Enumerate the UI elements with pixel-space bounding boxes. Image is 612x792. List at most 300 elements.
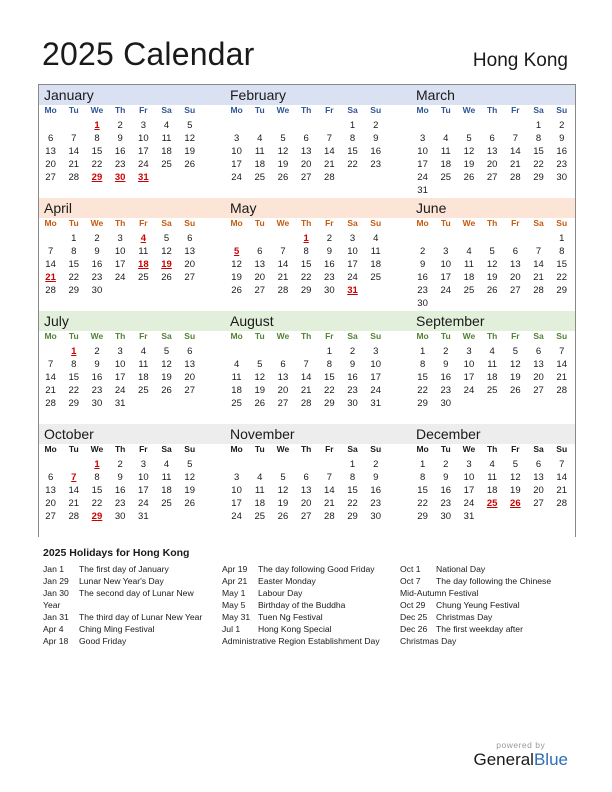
day-cell <box>481 119 504 132</box>
day-cell: 10 <box>114 246 126 257</box>
day-cell: 1 <box>559 233 565 244</box>
day-cell: 13 <box>300 485 312 496</box>
weekday-label: Su <box>184 444 196 454</box>
weekday-label: Fr <box>511 218 520 228</box>
weekday-label: We <box>276 218 290 228</box>
day-cell: 9 <box>373 133 379 144</box>
weekday-label: Th <box>114 444 126 454</box>
day-cell <box>248 232 271 245</box>
month-april <box>39 198 225 310</box>
day-cell: 24 <box>114 272 126 283</box>
week-row <box>39 171 225 184</box>
day-cell: 22 <box>417 385 428 396</box>
day-cell: 9 <box>326 246 332 257</box>
day-cell: 7 <box>47 359 54 370</box>
day-cell: 5 <box>163 233 170 244</box>
day-cell: 3 <box>373 346 379 357</box>
week-row <box>39 158 225 171</box>
day-cell: 30 <box>91 285 103 296</box>
week-row <box>39 271 225 284</box>
holiday-name: Chung Yeung Festival <box>436 600 520 610</box>
day-cell: 19 <box>184 146 195 157</box>
week-row <box>411 384 575 397</box>
day-cell: 21 <box>324 159 335 170</box>
day-cell: 9 <box>559 133 565 144</box>
day-cell <box>504 510 527 523</box>
day-cell: 11 <box>440 146 451 157</box>
holiday-name: Year <box>43 600 61 610</box>
day-cell <box>271 119 294 132</box>
day-cell: 5 <box>280 472 286 483</box>
month-name: January <box>39 85 225 105</box>
day-cell: 9 <box>443 472 449 483</box>
day-cell <box>457 184 480 197</box>
weekday-label: Sa <box>161 444 172 454</box>
day-cell: 25 <box>138 385 149 396</box>
weekday-label: Th <box>486 105 498 115</box>
day-cell: 3 <box>233 472 240 483</box>
week-row <box>225 171 411 184</box>
day-cell <box>434 297 457 310</box>
day-cell <box>271 232 294 245</box>
day-cell: 13 <box>45 485 56 496</box>
weekday-label: Fr <box>511 331 520 341</box>
week-row <box>411 397 575 410</box>
day-cell: 23 <box>347 385 358 396</box>
day-cell: 26 <box>184 159 195 170</box>
day-cell: 28 <box>277 285 289 296</box>
day-cell: 3 <box>233 133 240 144</box>
day-cell: 20 <box>533 485 544 496</box>
day-cell: 11 <box>464 259 474 270</box>
week-row <box>411 132 575 145</box>
weekday-header <box>411 105 575 119</box>
day-cell <box>295 458 318 471</box>
month-name: February <box>225 85 411 105</box>
day-cell: 11 <box>487 359 498 370</box>
day-cell <box>39 232 62 245</box>
day-cell <box>295 345 318 358</box>
day-cell: 24 <box>114 385 126 396</box>
weekday-header <box>225 444 411 458</box>
holiday-entry <box>400 635 551 647</box>
week-row <box>225 371 411 384</box>
brand-logo <box>473 740 568 770</box>
week-row <box>225 284 411 297</box>
day-cell: 20 <box>510 272 521 283</box>
holiday-entry <box>43 599 202 611</box>
day-cell: 26 <box>184 498 195 509</box>
holiday-entry <box>400 611 551 623</box>
day-cell: 19 <box>486 272 498 283</box>
holiday-name: Birthday of the Buddha <box>258 600 346 610</box>
day-cell <box>225 232 248 245</box>
weekday-header <box>411 331 575 345</box>
day-cell <box>225 119 248 132</box>
weekday-label: We <box>90 218 104 228</box>
weekday-label: Th <box>486 218 498 228</box>
weekday-label: Mo <box>44 444 57 454</box>
holiday-name: The first weekday after <box>436 624 523 634</box>
holiday-entry <box>400 563 551 575</box>
day-cell: 7 <box>559 459 565 470</box>
holidays-heading: 2025 Holidays for Hong Kong <box>43 547 190 559</box>
month-august <box>225 311 411 423</box>
day-cell: 28 <box>300 398 312 409</box>
day-cell: 5 <box>257 359 263 370</box>
day-cell: 22 <box>300 272 312 283</box>
weekday-label: Tu <box>68 218 79 228</box>
day-cell: 30 <box>347 398 358 409</box>
day-cell: 18 <box>486 372 498 383</box>
day-cell: 20 <box>45 498 56 509</box>
day-cell: 11 <box>254 146 265 157</box>
holiday-entry <box>400 623 551 635</box>
day-cell: 4 <box>163 459 170 470</box>
day-cell: 16 <box>91 372 103 383</box>
day-cell: 15 <box>347 485 358 496</box>
month-november <box>225 424 411 536</box>
day-cell: 19 <box>161 259 172 270</box>
weekday-label: Fr <box>139 331 148 341</box>
day-cell: 9 <box>373 472 379 483</box>
day-cell: 1 <box>94 459 100 470</box>
day-cell: 2 <box>373 459 379 470</box>
day-cell: 21 <box>556 372 567 383</box>
holiday-date: Apr 18 <box>43 636 69 646</box>
month-january <box>39 85 225 197</box>
day-cell: 15 <box>417 485 428 496</box>
day-cell: 11 <box>231 372 242 383</box>
day-cell: 26 <box>510 498 521 509</box>
day-cell: 2 <box>443 459 449 470</box>
day-cell <box>109 284 132 297</box>
day-cell <box>318 458 341 471</box>
week-row <box>225 358 411 371</box>
day-cell: 27 <box>184 385 195 396</box>
holiday-name: The day following Good Friday <box>258 564 375 574</box>
weekday-label: Fr <box>325 105 334 115</box>
month-name: August <box>225 311 411 331</box>
day-cell: 7 <box>326 133 332 144</box>
day-cell: 21 <box>510 159 521 170</box>
day-cell: 13 <box>277 372 289 383</box>
day-cell <box>527 297 550 310</box>
day-cell: 24 <box>138 498 149 509</box>
day-cell: 23 <box>417 285 428 296</box>
day-cell: 15 <box>417 372 428 383</box>
day-cell: 9 <box>94 246 100 257</box>
weekday-label: Mo <box>416 218 429 228</box>
holiday-list-col-1 <box>43 563 202 647</box>
day-cell: 8 <box>326 359 332 370</box>
day-cell: 27 <box>45 511 56 522</box>
day-cell: 19 <box>277 159 289 170</box>
weekday-label: Mo <box>230 444 243 454</box>
day-cell: 29 <box>324 398 335 409</box>
day-cell: 9 <box>117 133 123 144</box>
week-row <box>225 384 411 397</box>
day-cell: 25 <box>231 398 242 409</box>
day-cell <box>341 171 364 184</box>
week-row <box>39 358 225 371</box>
day-cell <box>62 458 85 471</box>
weekday-label: Su <box>370 331 382 341</box>
month-name: October <box>39 424 225 444</box>
holiday-entry <box>43 611 202 623</box>
day-cell: 29 <box>417 511 428 522</box>
month-may <box>225 198 411 310</box>
day-cell <box>504 297 527 310</box>
day-cell: 28 <box>68 172 80 183</box>
day-cell: 24 <box>417 172 428 183</box>
day-cell: 4 <box>233 359 240 370</box>
day-cell: 1 <box>419 459 426 470</box>
weekday-header <box>39 331 225 345</box>
day-cell: 6 <box>257 246 263 257</box>
day-cell: 24 <box>463 498 475 509</box>
day-cell: 17 <box>347 259 358 270</box>
day-cell: 9 <box>349 359 356 370</box>
weekday-label: Su <box>556 331 568 341</box>
day-cell: 27 <box>254 285 266 296</box>
day-cell <box>318 119 341 132</box>
day-cell: 22 <box>324 385 335 396</box>
day-cell: 2 <box>117 120 123 131</box>
day-cell: 17 <box>138 485 149 496</box>
week-row <box>411 510 575 523</box>
day-cell: 30 <box>440 511 452 522</box>
holiday-entry <box>222 599 380 611</box>
day-cell: 1 <box>71 346 77 357</box>
day-cell: 10 <box>463 472 475 483</box>
week-row <box>411 484 575 497</box>
weekday-label: Tu <box>440 218 451 228</box>
day-cell <box>364 284 387 297</box>
day-cell: 1 <box>326 346 332 357</box>
day-cell: 15 <box>324 372 335 383</box>
day-cell <box>39 345 62 358</box>
day-cell: 29 <box>533 172 544 183</box>
holiday-name: The third day of Lunar New Year <box>79 612 203 622</box>
day-cell: 31 <box>138 511 149 522</box>
day-cell: 29 <box>300 285 312 296</box>
day-cell: 28 <box>556 385 567 396</box>
holiday-entry <box>43 563 202 575</box>
day-cell: 5 <box>466 133 472 144</box>
holiday-name: Hong Kong Special <box>258 624 332 634</box>
day-cell: 27 <box>300 172 312 183</box>
holiday-date: Apr 21 <box>222 576 248 586</box>
day-cell: 5 <box>187 459 193 470</box>
day-cell: 25 <box>370 272 381 283</box>
day-cell: 14 <box>556 359 567 370</box>
week-row <box>225 232 411 245</box>
day-cell: 26 <box>231 285 242 296</box>
holiday-date: Oct 7 <box>400 576 421 586</box>
day-cell: 29 <box>68 285 80 296</box>
day-cell: 27 <box>45 172 56 183</box>
week-row <box>39 397 225 410</box>
day-cell <box>481 397 504 410</box>
day-cell: 17 <box>463 485 475 496</box>
weekday-label: Mo <box>230 331 243 341</box>
day-cell <box>527 184 550 197</box>
day-cell: 22 <box>91 498 103 509</box>
week-row <box>411 145 575 158</box>
weekday-label: Th <box>300 218 312 228</box>
day-cell: 26 <box>486 285 498 296</box>
day-cell: 22 <box>68 272 80 283</box>
day-cell: 2 <box>117 459 123 470</box>
day-cell: 28 <box>324 172 335 183</box>
day-cell <box>481 297 504 310</box>
day-cell: 29 <box>68 398 80 409</box>
day-cell: 1 <box>349 459 356 470</box>
week-row <box>39 458 225 471</box>
day-cell: 22 <box>417 498 428 509</box>
weekday-label: Fr <box>511 444 520 454</box>
week-row <box>411 458 575 471</box>
day-cell: 23 <box>370 159 381 170</box>
day-cell <box>248 458 271 471</box>
month-name: April <box>39 198 225 218</box>
day-cell <box>411 232 434 245</box>
holiday-name: Labour Day <box>258 588 303 598</box>
day-cell: 25 <box>254 511 266 522</box>
month-june <box>411 198 575 310</box>
day-cell <box>434 119 457 132</box>
day-cell: 27 <box>184 272 195 283</box>
day-cell: 8 <box>71 246 77 257</box>
day-cell: 11 <box>161 472 172 483</box>
holiday-entry <box>43 575 202 587</box>
holiday-entry <box>43 635 202 647</box>
weekday-label: Sa <box>533 218 544 228</box>
day-cell: 16 <box>114 485 126 496</box>
day-cell: 1 <box>349 120 356 131</box>
weekday-label: Su <box>370 444 382 454</box>
day-cell: 30 <box>440 398 452 409</box>
day-cell <box>481 232 504 245</box>
day-cell: 4 <box>257 133 263 144</box>
day-cell: 12 <box>184 133 195 144</box>
day-cell: 23 <box>440 385 452 396</box>
day-cell: 2 <box>559 120 565 131</box>
month-september <box>411 311 575 423</box>
day-cell: 26 <box>277 172 289 183</box>
day-cell: 25 <box>486 498 498 509</box>
day-cell <box>178 510 201 523</box>
day-cell: 31 <box>347 285 358 296</box>
weekday-label: Fr <box>139 105 148 115</box>
day-cell: 9 <box>94 359 100 370</box>
month-october <box>39 424 225 536</box>
day-cell: 11 <box>370 246 381 257</box>
day-cell: 2 <box>419 246 426 257</box>
day-cell: 6 <box>535 346 542 357</box>
day-cell: 26 <box>161 272 172 283</box>
day-cell: 23 <box>370 498 381 509</box>
day-cell: 18 <box>463 272 475 283</box>
day-cell: 26 <box>510 385 521 396</box>
day-cell: 12 <box>161 359 172 370</box>
day-cell: 2 <box>94 233 100 244</box>
day-cell: 20 <box>184 372 195 383</box>
day-cell: 2 <box>349 346 356 357</box>
week-row <box>225 258 411 271</box>
weekday-label: Mo <box>44 105 57 115</box>
holiday-entry <box>222 623 380 635</box>
month-name: November <box>225 424 411 444</box>
day-cell: 22 <box>347 498 358 509</box>
week-row <box>225 271 411 284</box>
weekday-label: Fr <box>139 444 148 454</box>
day-cell: 4 <box>140 346 146 357</box>
day-cell: 12 <box>463 146 475 157</box>
holiday-name: National Day <box>436 564 486 574</box>
day-cell: 14 <box>45 259 56 270</box>
weekday-label: Th <box>300 331 312 341</box>
week-row <box>411 345 575 358</box>
weekday-label: Th <box>486 444 498 454</box>
day-cell: 16 <box>370 146 381 157</box>
day-cell <box>434 232 457 245</box>
week-row <box>225 458 411 471</box>
day-cell <box>481 510 504 523</box>
day-cell: 16 <box>440 372 452 383</box>
day-cell: 27 <box>300 511 312 522</box>
day-cell: 7 <box>512 133 518 144</box>
weekday-label: Th <box>114 105 126 115</box>
weekday-label: Fr <box>325 331 334 341</box>
holiday-date: Jan 1 <box>43 564 65 574</box>
week-row <box>225 471 411 484</box>
holiday-entry <box>222 611 380 623</box>
day-cell: 24 <box>347 272 358 283</box>
day-cell: 11 <box>138 246 149 257</box>
day-cell: 14 <box>45 372 56 383</box>
day-cell <box>527 232 550 245</box>
weekday-label: We <box>276 444 290 454</box>
holiday-entry <box>400 587 551 599</box>
day-cell: 9 <box>419 259 426 270</box>
quarter-row <box>39 424 575 537</box>
day-cell: 16 <box>347 372 358 383</box>
month-name: May <box>225 198 411 218</box>
day-cell: 21 <box>45 385 56 396</box>
day-cell: 5 <box>163 346 170 357</box>
day-cell: 4 <box>466 246 472 257</box>
week-row <box>411 471 575 484</box>
day-cell: 4 <box>373 233 379 244</box>
week-row <box>411 184 575 197</box>
weekday-label: Th <box>486 331 498 341</box>
holiday-name: The first day of January <box>79 564 169 574</box>
day-cell: 13 <box>533 359 544 370</box>
day-cell: 22 <box>556 272 567 283</box>
day-cell: 30 <box>114 172 126 183</box>
week-row <box>39 258 225 271</box>
day-cell: 20 <box>533 372 544 383</box>
day-cell: 2 <box>373 120 379 131</box>
day-cell: 8 <box>71 359 77 370</box>
week-row <box>225 484 411 497</box>
day-cell: 14 <box>510 146 521 157</box>
day-cell: 17 <box>114 259 126 270</box>
day-cell: 26 <box>463 172 475 183</box>
quarter-row <box>39 84 575 198</box>
